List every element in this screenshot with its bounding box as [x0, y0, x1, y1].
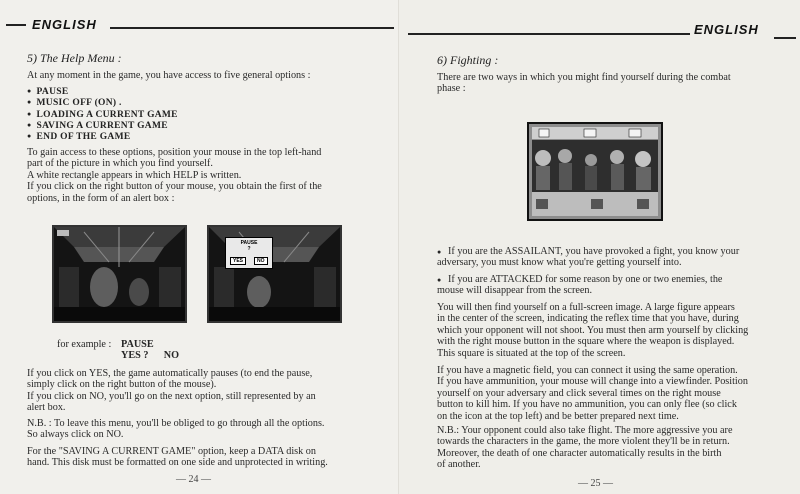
- text-line: N.B. : To leave this menu, you'll be obliged to go through all the options.: [27, 418, 325, 429]
- fight-screenshot: [527, 122, 663, 221]
- example-line-1: PAUSE: [121, 339, 154, 350]
- text-line: If you click on YES, the game automatically pauses (to end the pause,: [27, 368, 313, 379]
- game-screenshot-alert: [207, 225, 342, 323]
- text-line: If you click on NO, you'll go on the next option, still represented by an: [27, 390, 316, 402]
- example-line-2: YES ? NO: [121, 350, 180, 362]
- text-line: with the right mouse button in the square where the weapon is displayed.: [437, 336, 735, 348]
- text-line: in the center of the screen, indicating the reflex time that you have, during: [437, 313, 739, 325]
- text-line: hand. This disk must be formatted on one side and unprotected in writing.: [27, 457, 328, 469]
- game-screenshot-help: [52, 225, 187, 323]
- fighting-paragraph-1: [437, 302, 748, 359]
- right-header: ENGLISH: [694, 22, 759, 37]
- example-label: for example :: [57, 339, 112, 350]
- alert-title: PAUSE: [240, 240, 258, 246]
- fighting-bullet-1-cont: [437, 257, 682, 268]
- fighting-intro: [437, 72, 731, 95]
- alert-yes-button[interactable]: YES: [230, 257, 246, 265]
- text-line: on the icon at the top left) and be better prepared next time.: [437, 410, 679, 422]
- alert-box: [225, 237, 273, 269]
- option-music: ● MUSIC OFF (ON) .: [27, 97, 178, 108]
- text-line: button to kill him. If you have no ammunition, you can only flee (so click: [437, 399, 737, 411]
- text-line: For the "SAVING A CURRENT GAME" option, keep a DATA disk on: [27, 446, 316, 457]
- text-line: yourself on your adversary and click several times on the right mouse: [437, 387, 721, 399]
- right-header-rule: [408, 33, 690, 35]
- game-scene-image: [54, 227, 185, 321]
- text-line: A white rectangle appears in which HELP is written.: [27, 169, 242, 181]
- text-line: If you click on the right button of your mouse, you obtain the first of the: [27, 181, 322, 193]
- text-line: If you have ammunition, your mouse will change into a viewfinder. Position: [437, 376, 748, 388]
- example-block: [121, 339, 179, 362]
- text-line: This square is situated at the top of the screen.: [437, 347, 626, 359]
- left-header-rule-short: [6, 24, 26, 26]
- text-line: There are two ways in which you might find yourself during the combat: [437, 72, 731, 83]
- fighting-title: 6) Fighting :: [437, 53, 499, 67]
- help-paragraph-4: [27, 446, 328, 469]
- text-line: So always click on NO.: [27, 429, 124, 441]
- text-line: which your opponent will not shoot. You must then arm yourself by clicking: [437, 324, 749, 336]
- bullet-icon: ●: [437, 248, 442, 256]
- fighting-bullet-2: [448, 274, 722, 285]
- text-line: If you have a magnetic field, you can connect it using the same operation.: [437, 365, 738, 376]
- text-line: To gain access to these options, position your mouse in the top left-hand: [27, 147, 322, 158]
- option-pause: ● PAUSE: [27, 86, 178, 97]
- right-page-number: — 25 —: [578, 478, 613, 489]
- help-intro: At any moment in the game, you have access to five general options :: [27, 70, 311, 81]
- help-menu-title: 5) The Help Menu :: [27, 51, 122, 65]
- option-saving: ● SAVING A CURRENT GAME: [27, 120, 178, 131]
- left-header-rule: [110, 27, 394, 29]
- text-line: options, in the form of an alert box :: [27, 192, 175, 204]
- right-header-rule-short: [774, 37, 796, 39]
- text-line: If you are the ASSAILANT, you have provoked a fight, you know your: [448, 246, 740, 257]
- bullet-icon: ●: [437, 276, 442, 284]
- help-paragraph-3: [27, 418, 324, 441]
- help-options-list: [27, 86, 178, 142]
- help-paragraph-1: [27, 147, 322, 204]
- alert-no-button[interactable]: NO: [254, 257, 268, 265]
- option-loading: ● LOADING A CURRENT GAME: [27, 109, 178, 120]
- text-line: You will then find yourself on a full-screen image. A large figure appears: [437, 302, 735, 313]
- option-end: ● END OF THE GAME: [27, 131, 178, 142]
- left-header: ENGLISH: [32, 17, 97, 32]
- right-page: [400, 0, 800, 494]
- text-line: N.B.: Your opponent could also take flight. The more aggressive you are: [437, 425, 733, 436]
- text-line: phase :: [437, 83, 466, 95]
- fight-scene-image: [529, 124, 661, 219]
- text-line: If you are ATTACKED for some reason by one or two enemies, the: [448, 274, 723, 285]
- fighting-paragraph-3: [437, 425, 732, 471]
- help-paragraph-2: [27, 368, 316, 414]
- text-line: simply click on the right button of the mouse).: [27, 379, 217, 391]
- text-line: of another.: [437, 459, 481, 471]
- left-page-number: — 24 —: [176, 474, 211, 485]
- alert-question: ?: [247, 246, 251, 252]
- text-line: mouse will disappear from the screen.: [437, 285, 593, 296]
- text-line: alert box.: [27, 402, 66, 414]
- text-line: towards the characters in the game, the more violent they'll be in return.: [437, 436, 730, 448]
- fighting-bullet-1: [448, 246, 739, 257]
- text-line: adversary, you must know what you're getting yourself into.: [437, 257, 682, 268]
- fighting-bullet-2-cont: [437, 285, 592, 296]
- fighting-paragraph-2: [437, 365, 748, 422]
- text-line: Moreover, the death of one character automatically results in the birth: [437, 447, 722, 459]
- text-line: part of the picture in which you find yourself.: [27, 158, 213, 170]
